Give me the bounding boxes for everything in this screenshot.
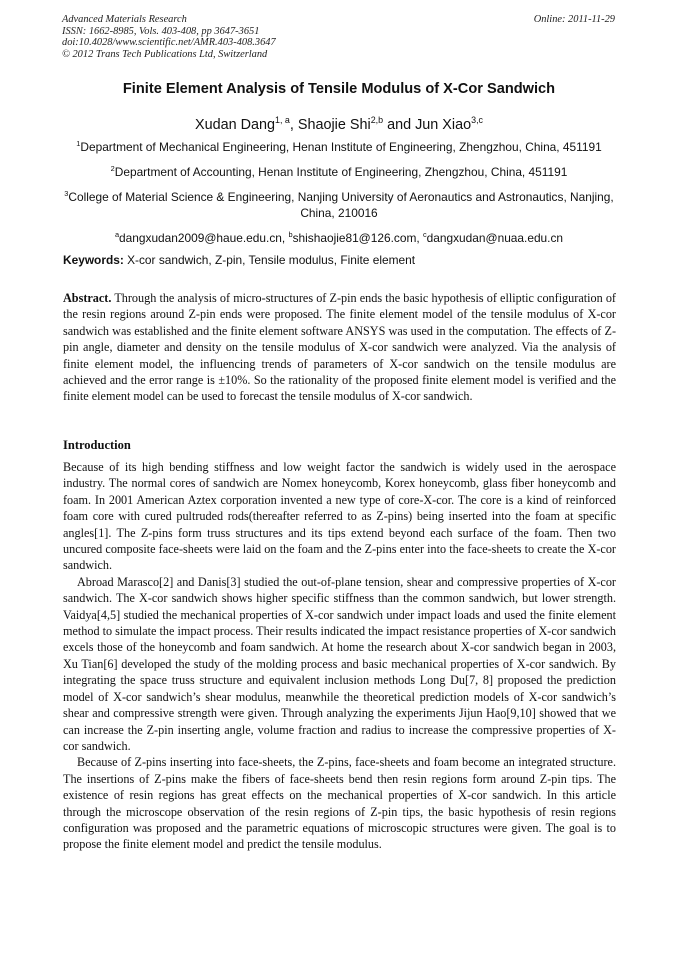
- email-address: dangxudan@nuaa.edu.cn: [426, 230, 564, 245]
- affiliation-text: College of Material Science & Engineering, Nanjing University of Aeronautics and Astronautics, Nanjing, China, 210016: [68, 189, 614, 220]
- abstract-section: [63, 290, 616, 405]
- email-marker: b: [288, 229, 293, 239]
- author-name: Jun Xiao: [415, 116, 472, 133]
- body-paragraph: Because of Z-pins inserting into face-sheets, the Z-pins, face-sheets and foam become an integrated structure. The insertions of Z-pins make the fibers of face-sheets bend then resin regions form around Z-pin tips. The existence of resin regions has great effects on the mechanical properties of X-cor sandwich. In this article through the microscope observation of the resin regions of Z-pin tips, the basic hypothesis of resin regions configuration was proposed and the parametric equations of microscopic structures were given. The goal is to propose the finite element model and predict the tensile modulus.: [63, 755, 616, 852]
- issn-line: ISSN: 1662-8985, Vols. 403-408, pp 3647-3651: [62, 25, 260, 37]
- affiliations: [55, 136, 623, 246]
- keywords-label: Keywords:: [63, 253, 124, 267]
- affiliation-marker: 3: [64, 188, 69, 198]
- abstract-label: Abstract.: [63, 291, 112, 305]
- email-address: dangxudan2009@haue.edu.cn,: [119, 230, 289, 245]
- email-list: [55, 227, 623, 246]
- paper-title: Finite Element Analysis of Tensile Modulus of X-Cor Sandwich: [122, 81, 556, 97]
- author-separator: ,: [289, 116, 298, 133]
- abstract-text: Through the analysis of micro-structures of Z-pin ends the basic hypothesis of elliptic configuration of the resin regions around Z-pin ends were proposed. The finite element model of the tensile modulus of X-cor sandwich was established and the finite element software ANSYS was used in the computation. The effects of Z-pin angle, diameter and density on the tensile modulus of X-cor sandwich were analyzed. Via the analysis of finite element model, the influencing trends of parameters of X-cor sandwich on the tensile modulus are achieved and the error range is ±10%. So the rationality of the proposed finite element model is verified and the finite element model can be used to forecast the tensile modulus of X-cor sandwich.: [63, 291, 616, 404]
- journal-name: Advanced Materials Research: [62, 14, 187, 25]
- author-list: [0, 115, 678, 133]
- abstract-paragraph: [63, 290, 616, 405]
- affiliation: [55, 136, 623, 155]
- email-address: shishaojie81@126.com,: [292, 230, 423, 245]
- copyright-line: © 2012 Trans Tech Publications Ltd, Switzerland: [62, 48, 268, 60]
- doi-line: doi:10.4028/www.scientific.net/AMR.403-408.3647: [62, 37, 276, 48]
- affiliation-marker: 1: [76, 139, 81, 148]
- email-marker: c: [422, 229, 427, 239]
- author-name: Xudan Dang: [195, 116, 276, 133]
- author-marker: 2,b: [370, 115, 384, 125]
- author-separator: and: [383, 116, 416, 133]
- online-date: Online: 2011-11-29: [533, 14, 615, 25]
- author-marker: 1, a: [275, 115, 290, 125]
- keywords-text: X-cor sandwich, Z-pin, Tensile modulus, Finite element: [123, 253, 416, 267]
- body-paragraph: Because of its high bending stiffness and low weight factor the sandwich is widely used in the aerospace industry. The normal cores of sandwich are Nomex honeycomb, Korex honeycomb, glass fiber honeycomb and foam. In 2001 American Aztex corporation invented a new type of core-X-cor. The core is a kind of reinforced foam core with cured pultruded rods(thereafter referred to as Z-pins) being inserted into the foam at specific angles[1]. The Z-pins form truss structures and its tips extend beyond each surface of the foam. Then two uncured composite face-sheets were laid on the foam and the Z-pins enter into the face-sheets to create the X-cor sandwich.: [63, 460, 616, 573]
- body-paragraph: Abroad Marasco[2] and Danis[3] studied the out-of-plane tension, shear and compressive properties of X-cor sandwich. The X-cor sandwich shows higher specific stiffness than the common sandwich, but lower strength. Vaidya[4,5] studied the mechanical properties of X-cor sandwich under impact loads and used the finite element method to simulate the impact process. Their results indicated the impact resistance properties of X-cor sandwich excels those of the honeycomb and foam sandwich. At home the research about X-cor sandwich began in 2003, Xu Tian[6] developed the study of the molding process and basic mechanical properties of X-cor sandwich. By integrating the space truss structure and equivalent inclusion methods Long Du[7, 8] proposed the prediction model of X-cor sandwich’s shear modulus, meanwhile the theoretical prediction models of X-cor sandwich’s shear and compressive strength were given. Through analyzing the experiments Jijun Hao[9,10] showed that we can increase the Z-pin inserting angle, volume fraction and radius to increase the compressive properties of X-cor sandwich.: [63, 574, 616, 753]
- affiliation: [55, 161, 623, 180]
- section-heading-introduction: Introduction: [63, 438, 131, 452]
- affiliation-marker: 2: [110, 163, 115, 173]
- keywords-line: [63, 253, 623, 267]
- affiliation: [55, 186, 623, 221]
- author-marker: 3,c: [471, 115, 483, 125]
- journal-header: [62, 14, 615, 60]
- email-marker: a: [114, 229, 120, 239]
- affiliation-text: Department of Mechanical Engineering, Henan Institute of Engineering, Zhengzhou, China, 451191: [80, 139, 602, 154]
- affiliation-text: Department of Accounting, Henan Institute of Engineering, Zhengzhou, China, 451191: [114, 164, 568, 179]
- introduction-section: [63, 459, 616, 853]
- author-name: Shaojie Shi: [297, 116, 371, 133]
